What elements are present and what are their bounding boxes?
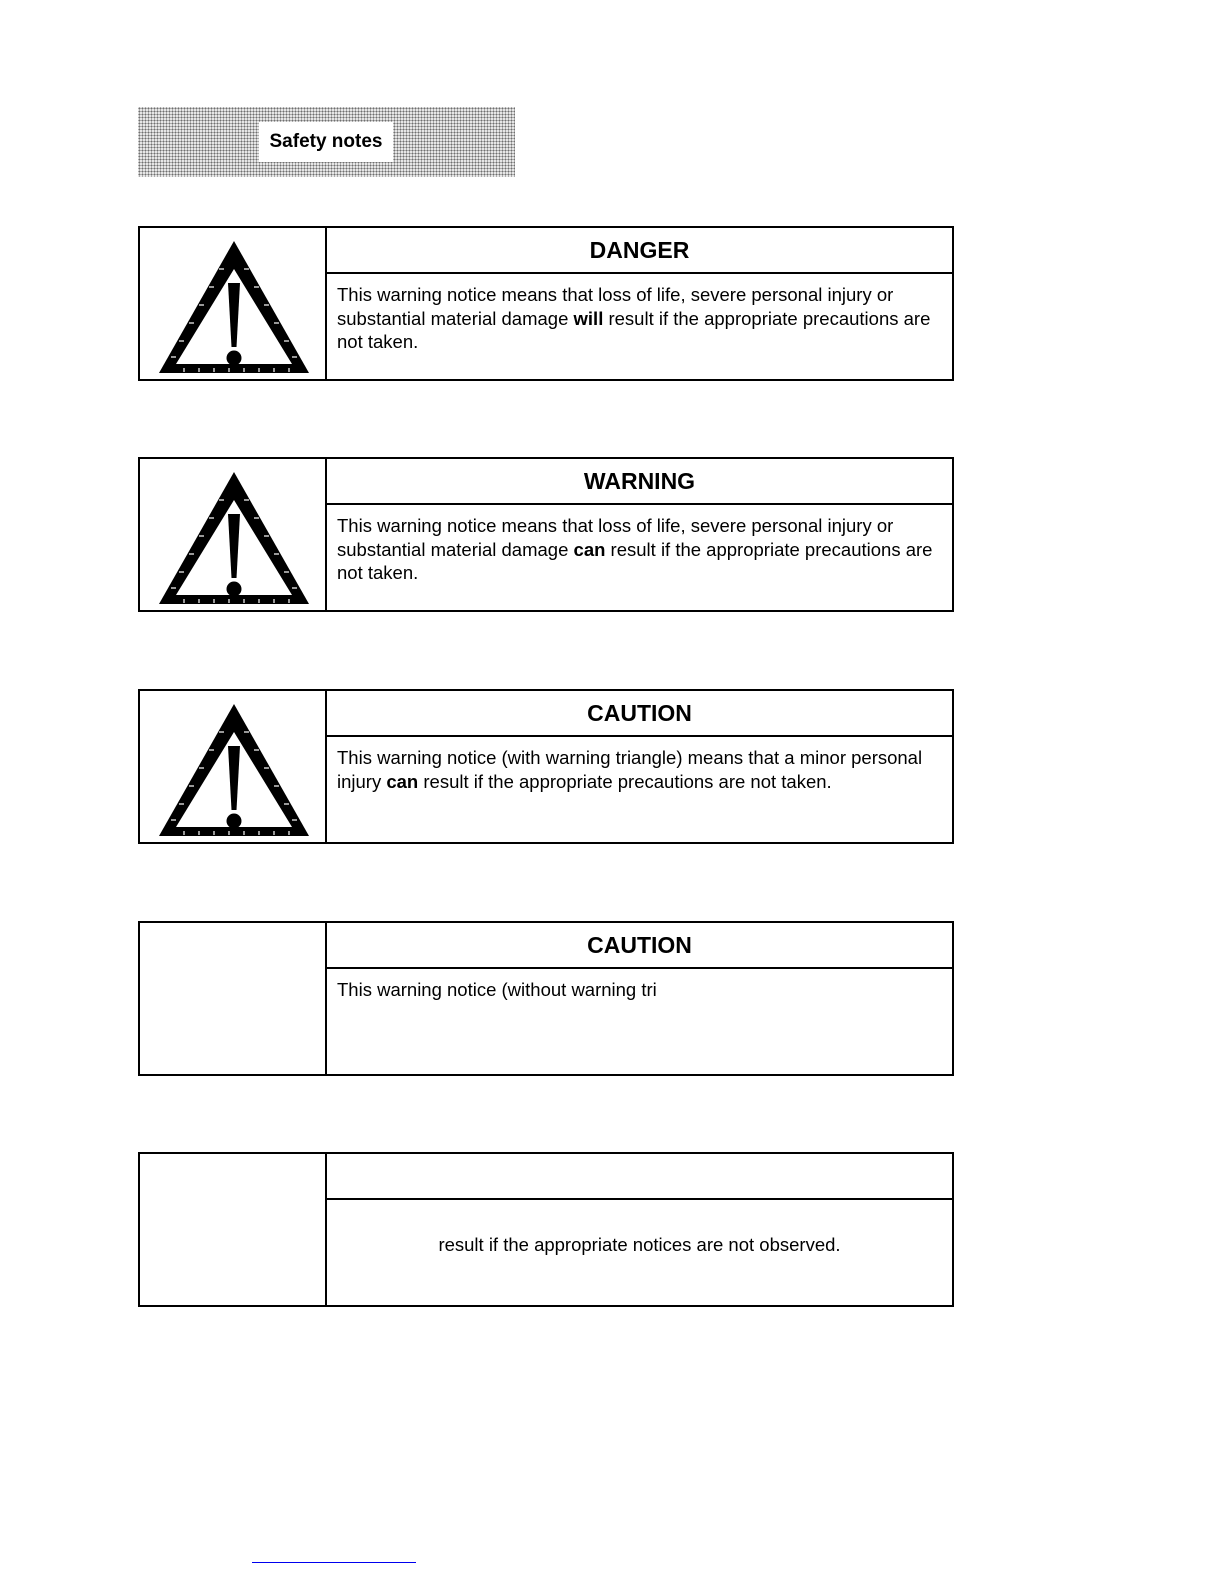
warning-notice (138, 457, 954, 612)
danger-notice (138, 226, 954, 381)
notice-icon-cell (140, 923, 327, 1074)
notice-heading: WARNING (327, 459, 952, 505)
warning-triangle-icon (157, 702, 311, 838)
section-title: Safety notes (259, 122, 393, 162)
notice-icon-cell (140, 228, 327, 379)
notice-box (138, 1152, 954, 1307)
caution-notice-without-triangle (138, 921, 954, 1076)
footer-link-underline[interactable] (252, 1562, 416, 1563)
notice-text: result if the appropriate notices are not observed. (438, 1234, 841, 1255)
notice-text: This warning notice (with warning triangle) means that a minor personal injury can result if the appropriate precautions are not taken. (337, 747, 923, 792)
notice-icon-cell (140, 691, 327, 842)
notice-heading: CAUTION (327, 923, 952, 969)
notice-heading: CAUTION (327, 691, 952, 737)
notice-text: This warning notice means that loss of life, severe personal injury or substantial material damage will result if the appropriate precautions are not taken. (337, 284, 931, 352)
notice-heading: DANGER (327, 228, 952, 274)
warning-triangle-icon (157, 239, 311, 375)
notice-icon-cell (140, 1154, 327, 1305)
notice-text: This warning notice means that loss of life, severe personal injury or substantial material damage can result if the appropriate precautions are not taken. (337, 515, 933, 583)
notice-icon-cell (140, 459, 327, 610)
warning-triangle-icon (157, 470, 311, 606)
notice-text: This warning notice (without warning tri (337, 979, 657, 1000)
section-header-band (138, 107, 515, 177)
caution-notice-with-triangle (138, 689, 954, 844)
notice-heading (327, 1154, 952, 1200)
